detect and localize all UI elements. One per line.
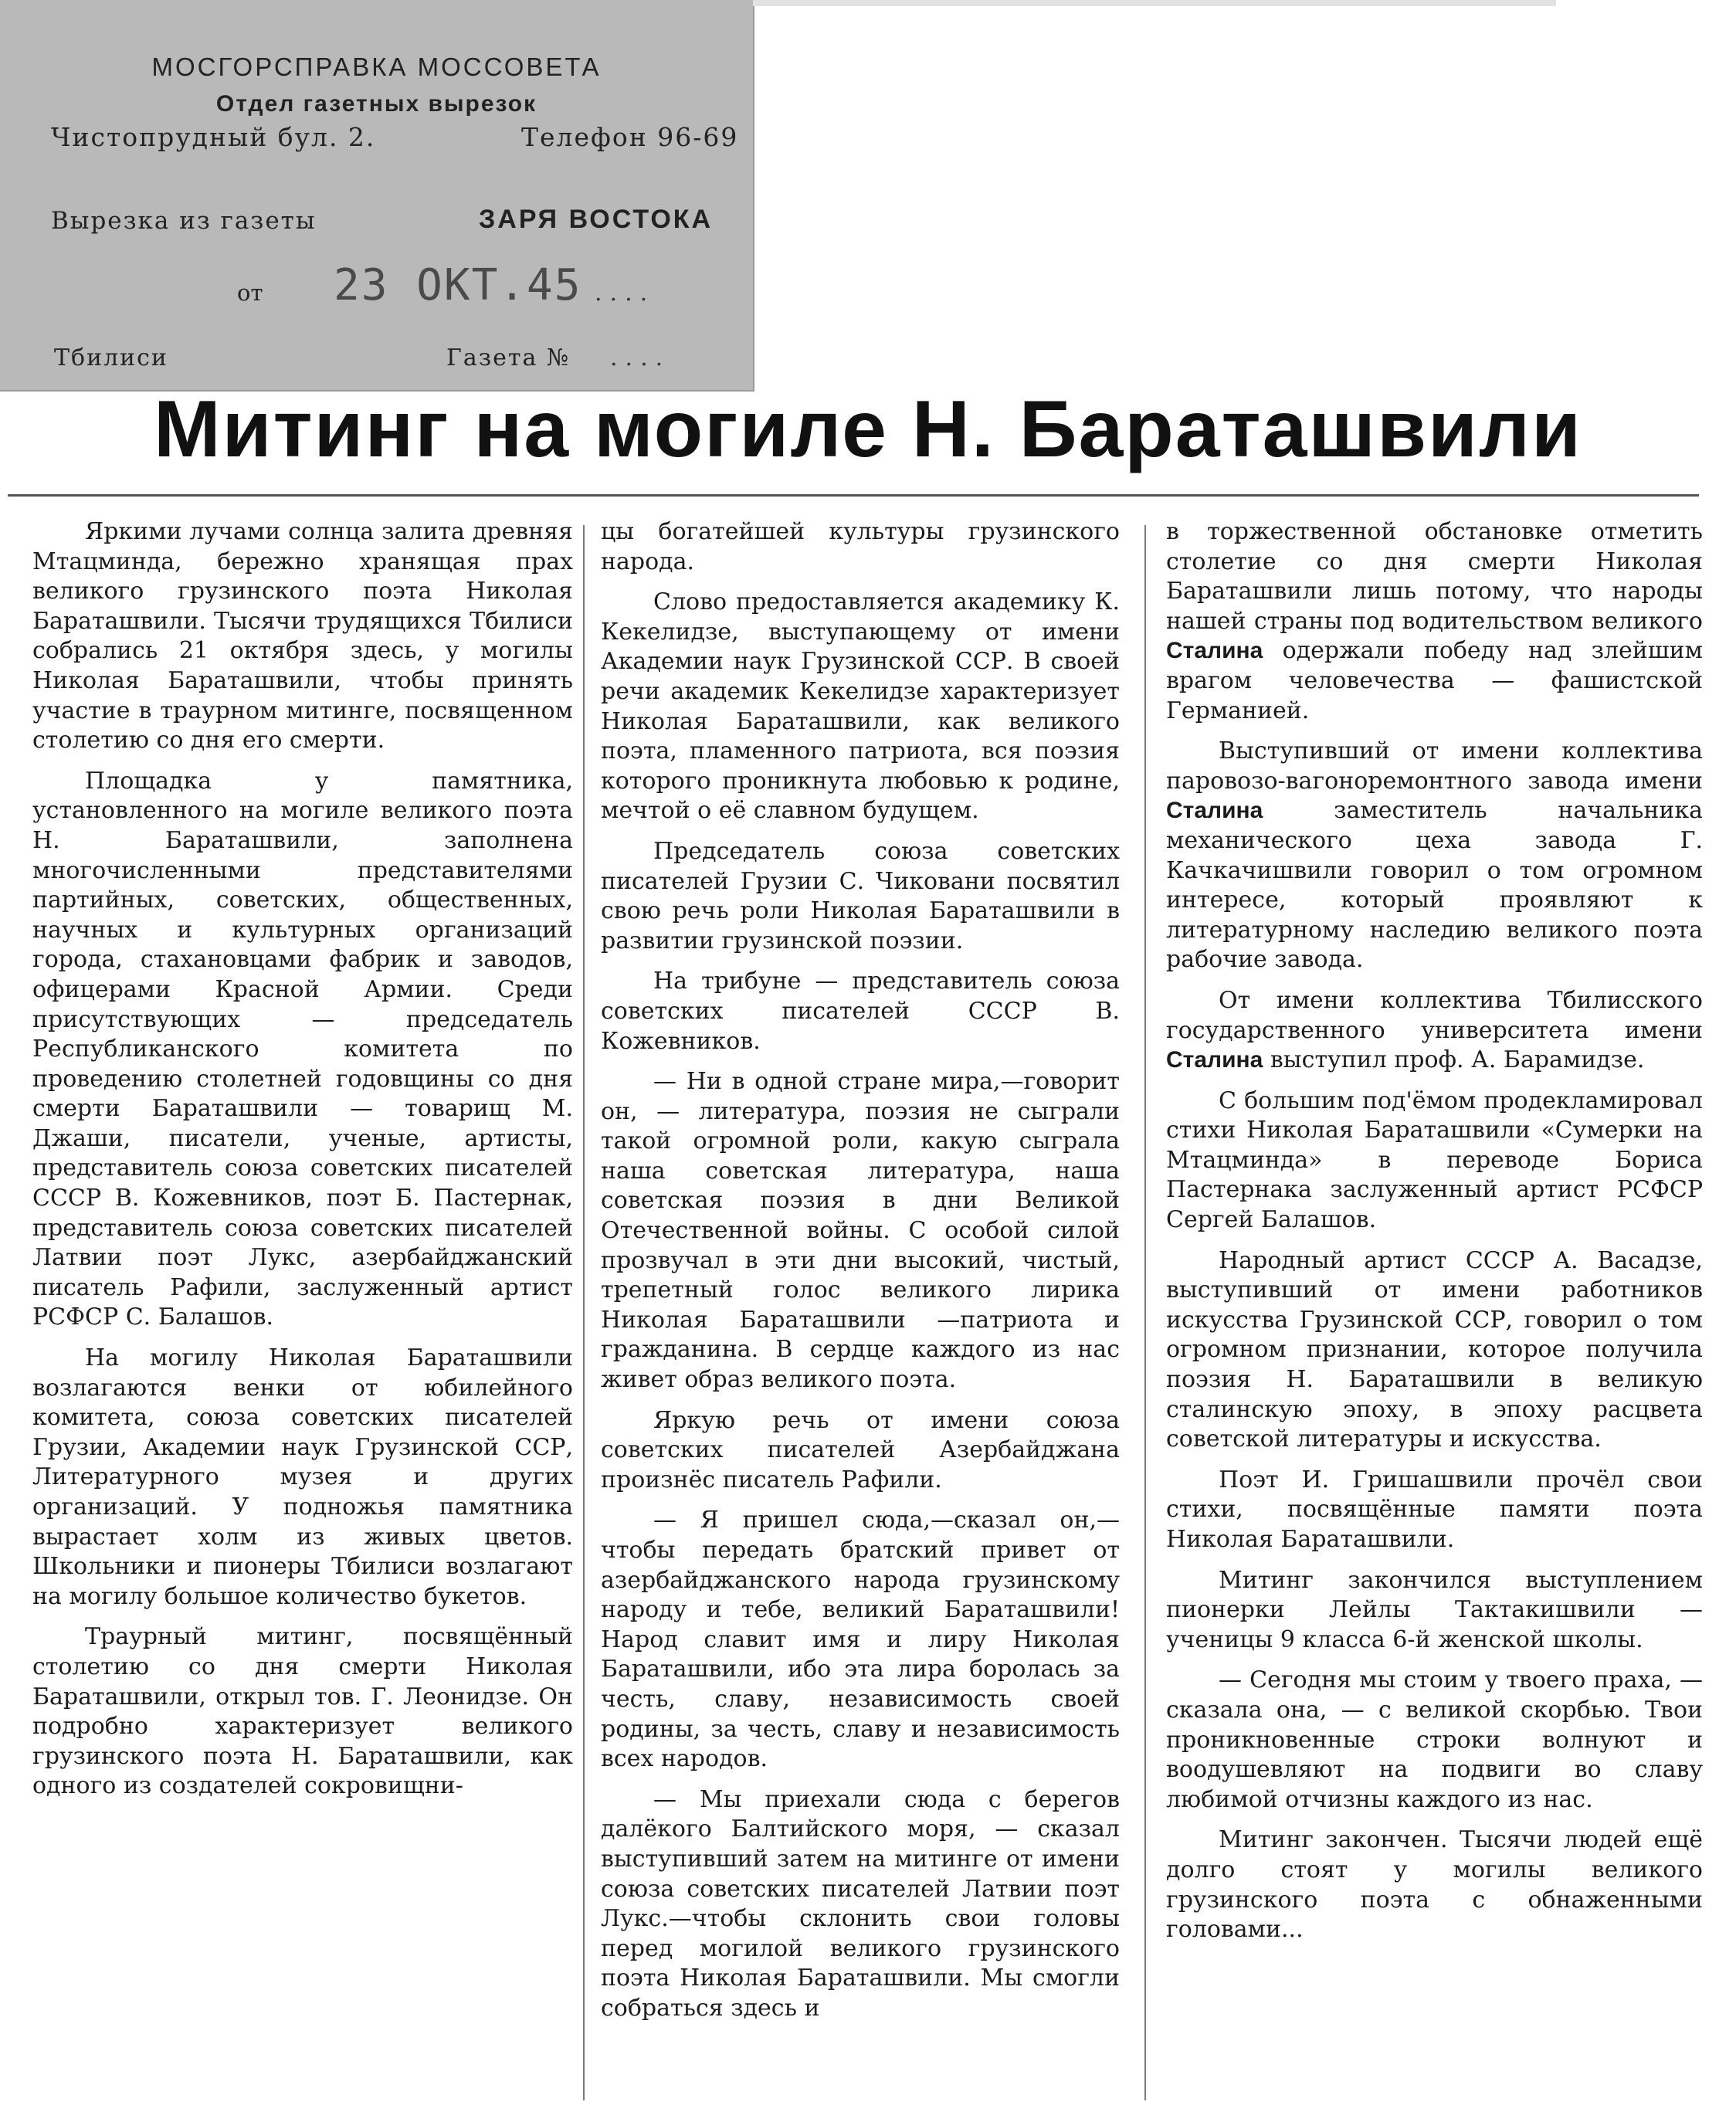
scan-shadow: [753, 0, 1556, 6]
article-column-1: [32, 517, 573, 2108]
stamp-paper-number-label: Газета №: [446, 344, 571, 371]
paragraph: Председатель союза советских писателей Грузии С. Чиковани посвятил свою речь роли Николая Бараташвили в развитии грузинской поэзии.: [601, 837, 1120, 954]
article-column-2: [601, 517, 1120, 2108]
emphasis-name: Сталина: [1166, 638, 1263, 664]
paragraph: Митинг закончен. Тысячи людей ещё долго стоят у могилы великого грузинского поэта с обнаженными головами...: [1166, 1826, 1703, 1944]
stamp-dots: ....: [595, 280, 656, 307]
paragraph: Яркую речь от имени союза советских писателей Азербайджана произнёс писатель Рафили.: [601, 1406, 1120, 1493]
paragraph: [1166, 986, 1703, 1076]
stamp-organization: МОСГОРСПРАВКА МОССОВЕТА: [151, 53, 602, 81]
paragraph: — Я пришел сюда,—сказал он,— чтобы передать братский привет от азербайджанского народа грузинскому народу и тебе, великий Бараташвили! Народ славит имя и лиру Николая Бараташвили, ибо эта лира боролась за честь, славу, независимость своей родины, за честь, славу и независимость всех народов.: [601, 1507, 1120, 1773]
text-run: заместитель начальника механического цеха завода Г. Качкачишвили говорил о том огромном интересе, который проявляют к литературному наследию великого поэта рабочие завода.: [1166, 797, 1703, 974]
paragraph: На трибуне — представитель союза советских писателей СССР В. Кожевников.: [601, 968, 1120, 1055]
text-run: выступил проф. А. Барамидзе.: [1263, 1046, 1645, 1074]
paragraph: Траурный митинг, посвящённый столетию со дня смерти Николая Бараташвили, открыл тов. Г. Леонидзе. Он подробно характеризует великого грузинского поэта Н. Бараташвили, как одного из создателей сокровищни-: [32, 1623, 573, 1800]
paragraph-continued: [1166, 517, 1703, 726]
column-divider: [1144, 525, 1146, 2100]
emphasis-name: Сталина: [1166, 1047, 1263, 1073]
paragraph: Площадка у памятника, установленного на могиле великого поэта Н. Бараташвили, заполнена многочисленными представителями партийных, советских, общественных, научных и культурных организаций города, стахановцами фабрик и заводов, офицерами Красной Армии. Среди присутствующих — председатель Республиканского комитета по проведению столетней годовщины со дня смерти Бараташвили — товарищ М. Джаши, писатели, ученые, артисты, представитель союза советских писателей СССР В. Кожевников, поэт Б. Пастернак, представитель союза советских писателей Латвии поэт Лукс, азербайджанский писатель Рафили, заслуженный артист РСФСР С. Балашов.: [32, 767, 573, 1331]
paragraph: — Мы приехали сюда с берегов далёкого Балтийского моря, — сказал выступивший затем на митинге от имени союза советских писателей Латвии поэт Лукс.—чтобы склонить свои головы перед могилой великого грузинского поэта Николая Бараташвили. Мы смогли собраться здесь и: [601, 1785, 1120, 2022]
text-run: одержали победу над злейшим врагом человечества — фашистской Германией.: [1166, 637, 1703, 724]
paragraph: Народный артист СССР А. Васадзе, выступивший от имени работников искусства Грузинской ССР, говорил о том огромном признании, которое получила поэзия Н. Бараташвили в великую сталинскую эпоху, в эпоху расцвета советской литературы и искусства.: [1166, 1246, 1703, 1453]
stamp-cutting-label: Вырезка из газеты: [51, 207, 317, 235]
paragraph: — Сегодня мы стоим у твоего праха, — сказала она, — с великой скорбью. Твои проникновенные строки волнуют и воодушевляют на подвиги во славу любимой отчизны каждого из нас.: [1166, 1666, 1703, 1813]
paragraph: Слово предоставляется академику К. Кекелидзе, выступающему от имени Академии наук Грузинской ССР. В своей речи академик Кекелидзе характеризует Николая Бараташвили, как великого поэта, пламенного патриота, вся поэзия которого проникнута любовью к родине, мечтой о её славном будущем.: [601, 588, 1120, 825]
headline-divider: [8, 494, 1699, 497]
text-run: Выступивший от имени коллектива паровозо-вагоноремонтного завода имени: [1166, 737, 1703, 795]
stamp-phone: Телефон 96-69: [521, 122, 739, 152]
clipping-service-stamp: [0, 0, 754, 392]
stamp-city: Тбилиси: [54, 344, 168, 371]
stamp-date: 23 ОКТ.45: [334, 260, 582, 310]
text-run: От имени коллектива Тбилисского государственного университета имени: [1166, 986, 1703, 1044]
stamp-department: Отдел газетных вырезок: [215, 91, 537, 117]
stamp-dots: ....: [610, 344, 671, 371]
article-headline: Митинг на могиле Н. Бараташвили: [154, 385, 1582, 474]
paragraph: — Ни в одной стране мира,—говорит он, — литература, поэзия не сыграли такой огромной роли, какую сыграла наша советская литература, наша советская поэзия в дни Великой Отечественной войны. С особой силой прозвучал в эти дни высокий, чистый, трепетный голос великого лирика Николая Бараташвили —патриота и гражданина. В сердце каждого из нас живет образ великого поэта.: [601, 1068, 1120, 1394]
paragraph: Поэт И. Гришашвили прочёл свои стихи, посвящённые памяти поэта Николая Бараташвили.: [1166, 1466, 1703, 1553]
paragraph: На могилу Николая Бараташвили возлагаются венки от юбилейного комитета, союза советских писателей Грузии, Академии наук Грузинской ССР, Литературного музея и других организаций. У подножья памятника вырастает холм из живых цветов. Школьники и пионеры Тбилиси возлагают на могилу большое количество букетов.: [32, 1344, 573, 1610]
stamp-newspaper-name: ЗАРЯ ВОСТОКА: [479, 205, 714, 234]
paragraph: Митинг закончился выступлением пионерки Лейлы Тактакишвили — ученицы 9 класса 6-й женской школы.: [1166, 1566, 1703, 1653]
paragraph: С большим под'ёмом продекламировал стихи Николая Бараташвили «Сумерки на Мтацминда» в переводе Бориса Пастернака заслуженный артист РСФСР Сергей Балашов.: [1166, 1087, 1703, 1234]
article-column-3: [1166, 517, 1703, 2108]
paragraph: Яркими лучами солнца залита древняя Мтацминда, бережно хранящая прах великого грузинского поэта Николая Бараташвили. Тысячи трудящихся Тбилиси собрались 21 октября здесь, у могилы Николая Бараташвили, чтобы принять участие в траурном митинге, посвященном столетию со дня его смерти.: [32, 518, 573, 754]
paragraph-continued: цы богатейшей культуры грузинского народа.: [601, 518, 1120, 575]
stamp-from-label: от: [237, 280, 263, 306]
column-divider: [583, 525, 585, 2100]
text-run: в торжественной обстановке отметить столетие со дня смерти Николая Бараташвили лишь потому, что народы нашей страны под водительством великого: [1166, 518, 1703, 635]
paragraph: [1166, 737, 1703, 975]
stamp-address: Чистопрудный бул. 2.: [51, 122, 376, 152]
emphasis-name: Сталина: [1166, 798, 1263, 824]
